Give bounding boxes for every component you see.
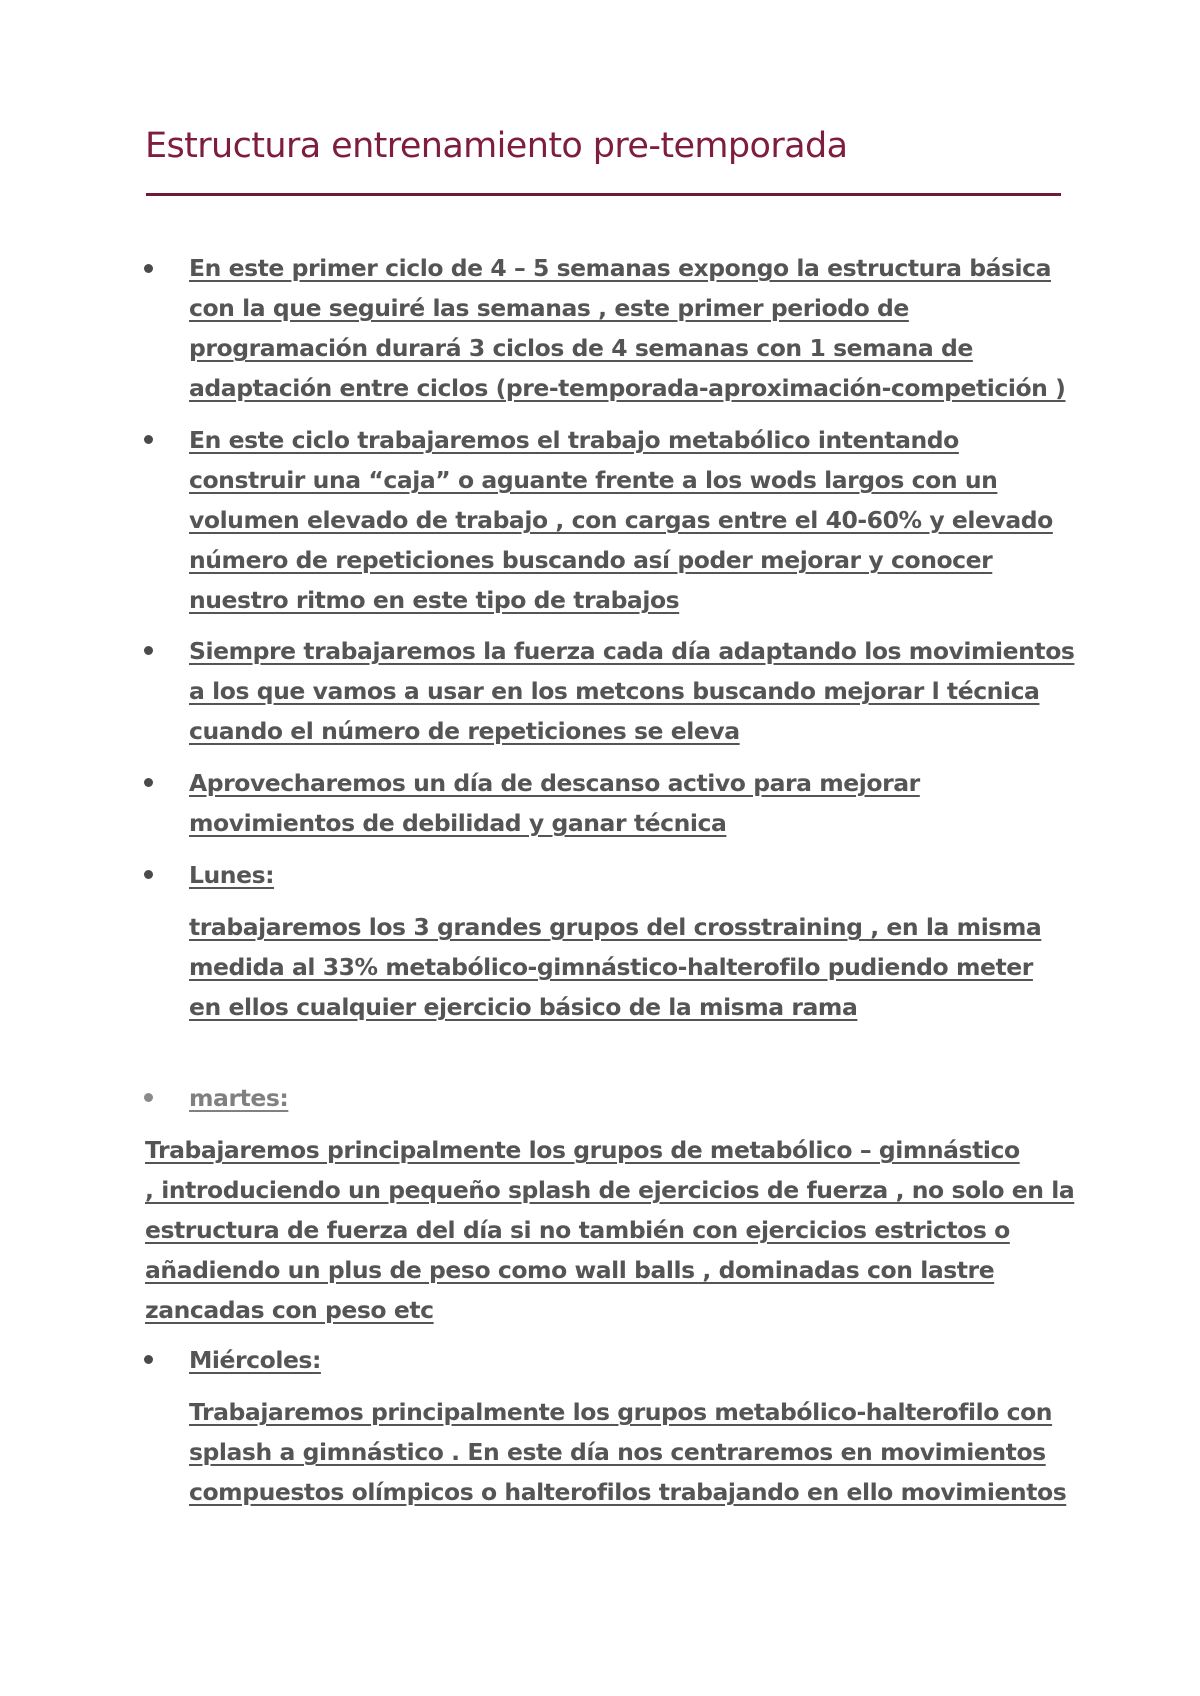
bullet-icon <box>144 778 153 787</box>
bullet-text-1: En este primer ciclo de 4 – 5 semanas expongo la estructura básica con la que seguiré las semanas , este primer periodo de programación durará 3 ciclos de 4 semanas con 1 semana de adaptación entre ciclos (pre-temporada-aproximación-competición ) <box>189 254 1066 402</box>
document-title: Estructura entrenamiento pre-temporada <box>145 126 848 166</box>
bullet-icon <box>144 435 153 444</box>
bullet-text-2: En este ciclo trabajaremos el trabajo metabólico intentando construir una “caja” o aguante frente a los wods largos con un volumen elevado de trabajo , con cargas entre el 40-60% y elevado número de repeticiones buscando así poder mejorar y conocer nuestro ritmo en este tipo de trabajos <box>189 426 1053 614</box>
monday-text: trabajaremos los 3 grandes grupos del crosstraining , en la misma medida al 33% metabólico-gimnástico-halterofilo pudiendo meter en ellos cualquier ejercicio básico de la misma rama <box>189 913 1042 1021</box>
bullet-icon <box>144 870 153 879</box>
tuesday-label: martes: <box>189 1084 289 1112</box>
bullet-icon <box>144 1093 153 1102</box>
monday-label: Lunes: <box>189 861 275 889</box>
bullet-icon <box>144 1355 153 1364</box>
bullet-text-3: Siempre trabajaremos la fuerza cada día adaptando los movimientos a los que vamos a usar en los metcons buscando mejorar l técnica cuando el número de repeticiones se eleva <box>189 637 1075 745</box>
title-underline-rule <box>146 193 1061 196</box>
wednesday-label: Miércoles: <box>189 1346 321 1374</box>
bullet-icon <box>144 264 153 273</box>
bullet-icon <box>144 646 153 655</box>
tuesday-text: Trabajaremos principalmente los grupos de metabólico – gimnástico , introduciendo un pequeño splash de ejercicios de fuerza , no solo en la estructura de fuerza del día si no también con ejercicios estrictos o añadiendo un plus de peso como wall balls , dominadas con lastre zancadas con peso etc <box>145 1136 1075 1324</box>
bullet-text-4: Aprovecharemos un día de descanso activo para mejorar movimientos de debilidad y ganar técnica <box>189 769 920 837</box>
wednesday-text: Trabajaremos principalmente los grupos metabólico-halterofilo con splash a gimnástico . En este día nos centraremos en movimientos compuestos olímpicos o halterofilos trabajando en ello movimientos <box>189 1398 1067 1506</box>
